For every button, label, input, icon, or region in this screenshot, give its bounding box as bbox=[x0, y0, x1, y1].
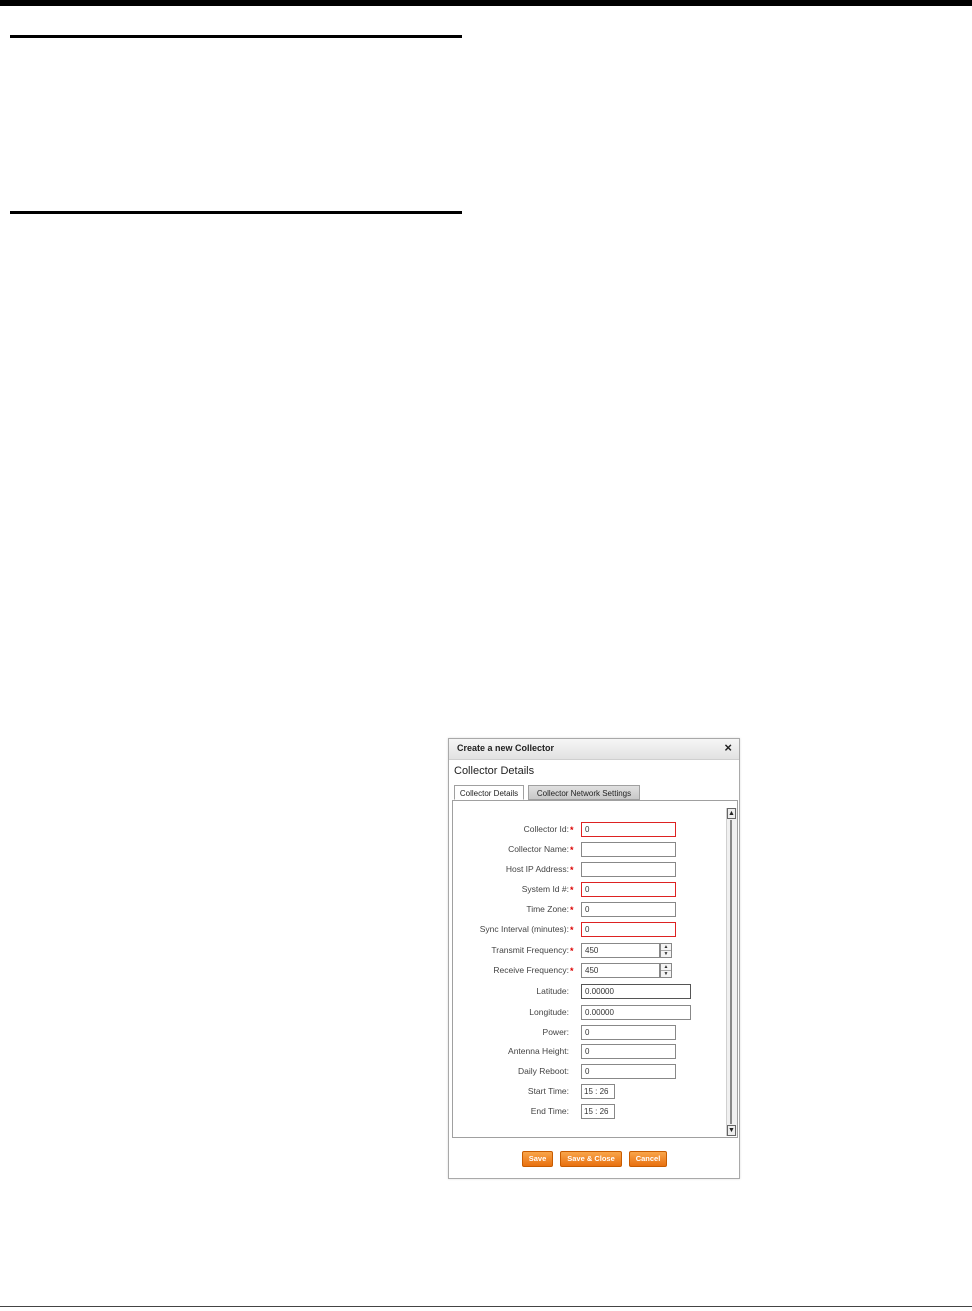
dialog-title: Create a new Collector bbox=[457, 743, 555, 753]
latitude-label: Latitude: bbox=[536, 986, 569, 996]
stepper-up-icon[interactable]: ▲ bbox=[661, 964, 671, 971]
row-longitude bbox=[453, 1005, 723, 1021]
stepper-down-icon[interactable]: ▼ bbox=[663, 951, 669, 957]
dialog-heading: Collector Details bbox=[454, 765, 535, 777]
required-marker: * bbox=[570, 925, 574, 935]
collector-name-input[interactable] bbox=[581, 842, 676, 857]
longitude-label: Longitude: bbox=[529, 1007, 569, 1017]
scroll-down-icon[interactable]: ▼ bbox=[728, 1127, 735, 1134]
daily-reboot-input[interactable]: 0 bbox=[581, 1064, 676, 1079]
system-id-input[interactable]: 0 bbox=[581, 882, 676, 897]
host-ip-input[interactable] bbox=[581, 862, 676, 877]
close-icon[interactable]: × bbox=[724, 740, 732, 755]
tab-collector-details[interactable]: Collector Details bbox=[454, 785, 524, 800]
power-input[interactable]: 0 bbox=[581, 1025, 676, 1040]
scroll-track[interactable] bbox=[730, 820, 732, 1124]
time-zone-label: Time Zone: bbox=[526, 904, 569, 914]
top-rule bbox=[0, 0, 972, 6]
collector-name-label: Collector Name: bbox=[508, 844, 569, 854]
daily-reboot-label: Daily Reboot: bbox=[517, 1066, 569, 1076]
row-end-time bbox=[453, 1104, 723, 1120]
system-id-label: System Id #: bbox=[521, 884, 569, 894]
save-button[interactable]: Save bbox=[522, 1151, 553, 1167]
row-collector-name bbox=[453, 842, 723, 858]
dialog-titlebar bbox=[449, 739, 739, 760]
row-collector-id bbox=[453, 822, 723, 838]
tab-collector-network-settings[interactable]: Collector Network Settings bbox=[528, 785, 640, 800]
receive-frequency-input[interactable]: 450 bbox=[581, 963, 660, 978]
stepper-up-icon[interactable]: ▲ bbox=[661, 944, 671, 951]
transmit-frequency-label: Transmit Frequency: bbox=[491, 945, 569, 955]
required-marker: * bbox=[570, 946, 574, 956]
start-time-input[interactable]: 15 : 26 bbox=[581, 1084, 615, 1099]
row-start-time bbox=[453, 1084, 723, 1100]
required-marker: * bbox=[570, 865, 574, 875]
receive-frequency-label: Receive Frequency: bbox=[493, 965, 569, 975]
longitude-input[interactable]: 0.00000 bbox=[581, 1005, 691, 1020]
section-rule-1 bbox=[10, 35, 462, 38]
row-latitude bbox=[453, 984, 723, 1000]
row-host-ip bbox=[453, 862, 723, 878]
collector-id-input[interactable]: 0 bbox=[581, 822, 676, 837]
row-receive-frequency bbox=[453, 963, 723, 979]
required-marker: * bbox=[570, 885, 574, 895]
section-rule-2 bbox=[10, 211, 462, 214]
time-zone-input[interactable]: 0 bbox=[581, 902, 676, 917]
details-panel bbox=[452, 800, 738, 1138]
start-time-label: Start Time: bbox=[527, 1086, 569, 1096]
latitude-input[interactable]: 0.00000 bbox=[581, 984, 691, 999]
row-system-id bbox=[453, 882, 723, 898]
scroll-up-icon[interactable]: ▲ bbox=[728, 810, 735, 817]
create-collector-dialog bbox=[448, 738, 740, 1179]
stepper-down-icon[interactable]: ▼ bbox=[663, 971, 669, 977]
panel-scrollbar[interactable] bbox=[726, 808, 737, 1136]
transmit-frequency-input[interactable]: 450 bbox=[581, 943, 660, 958]
row-daily-reboot bbox=[453, 1064, 723, 1080]
required-marker: * bbox=[570, 845, 574, 855]
cancel-button[interactable]: Cancel bbox=[629, 1151, 667, 1167]
required-marker: * bbox=[570, 825, 574, 835]
save-close-button[interactable]: Save & Close bbox=[560, 1151, 622, 1167]
required-marker: * bbox=[570, 905, 574, 915]
power-label: Power: bbox=[542, 1027, 569, 1037]
row-power bbox=[453, 1025, 723, 1041]
end-time-input[interactable]: 15 : 26 bbox=[581, 1104, 615, 1119]
row-time-zone bbox=[453, 902, 723, 918]
required-marker: * bbox=[570, 966, 574, 976]
sync-interval-label: Sync Interval (minutes): bbox=[479, 924, 569, 934]
receive-frequency-stepper[interactable] bbox=[660, 963, 672, 978]
antenna-height-input[interactable]: 0 bbox=[581, 1044, 676, 1059]
row-transmit-frequency bbox=[453, 943, 723, 959]
sync-interval-input[interactable]: 0 bbox=[581, 922, 676, 937]
row-antenna-height bbox=[453, 1044, 723, 1060]
footer-rule bbox=[0, 1306, 972, 1307]
transmit-frequency-stepper[interactable] bbox=[660, 943, 672, 958]
antenna-height-label: Antenna Height: bbox=[508, 1046, 569, 1056]
end-time-label: End Time: bbox=[530, 1106, 569, 1116]
collector-id-label: Collector Id: bbox=[523, 824, 569, 834]
row-sync-interval bbox=[453, 922, 723, 938]
host-ip-label: Host IP Address: bbox=[505, 864, 569, 874]
